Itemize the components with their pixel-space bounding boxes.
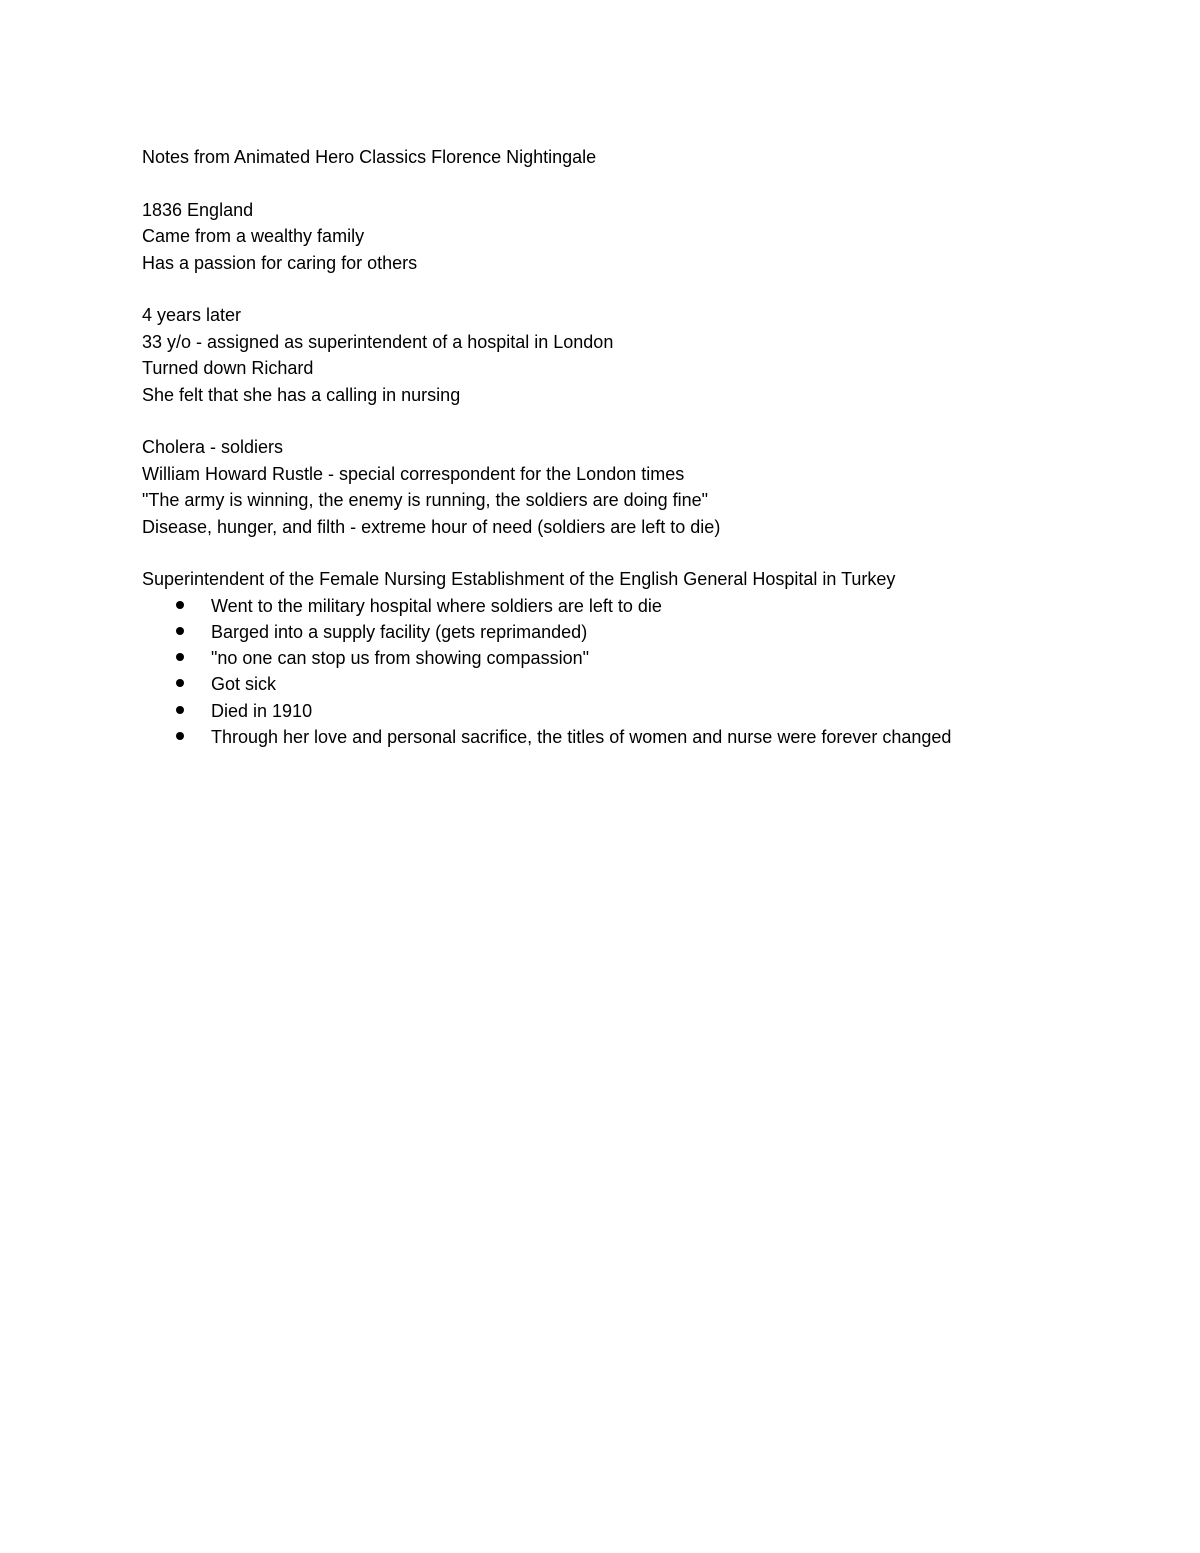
note-line: Cholera - soldiers	[142, 437, 284, 457]
list-item	[142, 671, 1142, 697]
paragraph-gap	[142, 276, 1142, 302]
note-line: 4 years later	[142, 305, 242, 325]
list-item-text: "no one can stop us from showing compassion"	[211, 648, 589, 669]
note-line: Turned down Richard	[142, 358, 314, 378]
list-item-text: Went to the military hospital where soldiers are left to die	[211, 595, 662, 616]
note-line: Has a passion for caring for others	[142, 252, 418, 273]
bullet-icon	[176, 653, 184, 661]
bullet-list	[142, 593, 1142, 751]
paragraph-gap	[142, 408, 1142, 434]
note-line: She felt that she has a calling in nursing	[142, 384, 461, 405]
bullet-icon	[176, 732, 184, 740]
note-line: "The army is winning, the enemy is running, the soldiers are doing fine"	[142, 490, 709, 510]
list-item	[142, 593, 1142, 619]
list-item-text: Barged into a supply facility (gets reprimanded)	[211, 621, 588, 642]
list-item-text: Got sick	[211, 674, 277, 695]
list-item	[142, 698, 1142, 724]
note-line: 33 y/o - assigned as superintendent of a hospital in London	[142, 331, 614, 352]
note-line: Disease, hunger, and filth - extreme hour of need (soldiers are left to die)	[142, 516, 721, 537]
document-body	[142, 144, 1142, 750]
list-item-text: Died in 1910	[211, 700, 313, 721]
note-line: Came from a wealthy family	[142, 226, 365, 246]
bullet-icon	[176, 706, 184, 714]
section-heading: Superintendent of the Female Nursing Establishment of the English General Hospital in Turkey	[142, 569, 896, 589]
bullet-icon	[176, 601, 184, 609]
bullet-icon	[176, 679, 184, 687]
bullet-icon	[176, 627, 184, 635]
paragraph-gap	[142, 540, 1142, 566]
note-line: 1836 England	[142, 199, 254, 220]
list-item	[142, 724, 1142, 750]
list-item	[142, 619, 1142, 645]
list-item	[142, 645, 1142, 671]
document-title: Notes from Animated Hero Classics Florence Nightingale	[142, 147, 597, 167]
list-item-text: Through her love and personal sacrifice, the titles of women and nurse were forever changed	[211, 726, 952, 747]
paragraph-gap	[142, 171, 1142, 197]
note-line: William Howard Rustle - special correspondent for the London times	[142, 463, 685, 484]
